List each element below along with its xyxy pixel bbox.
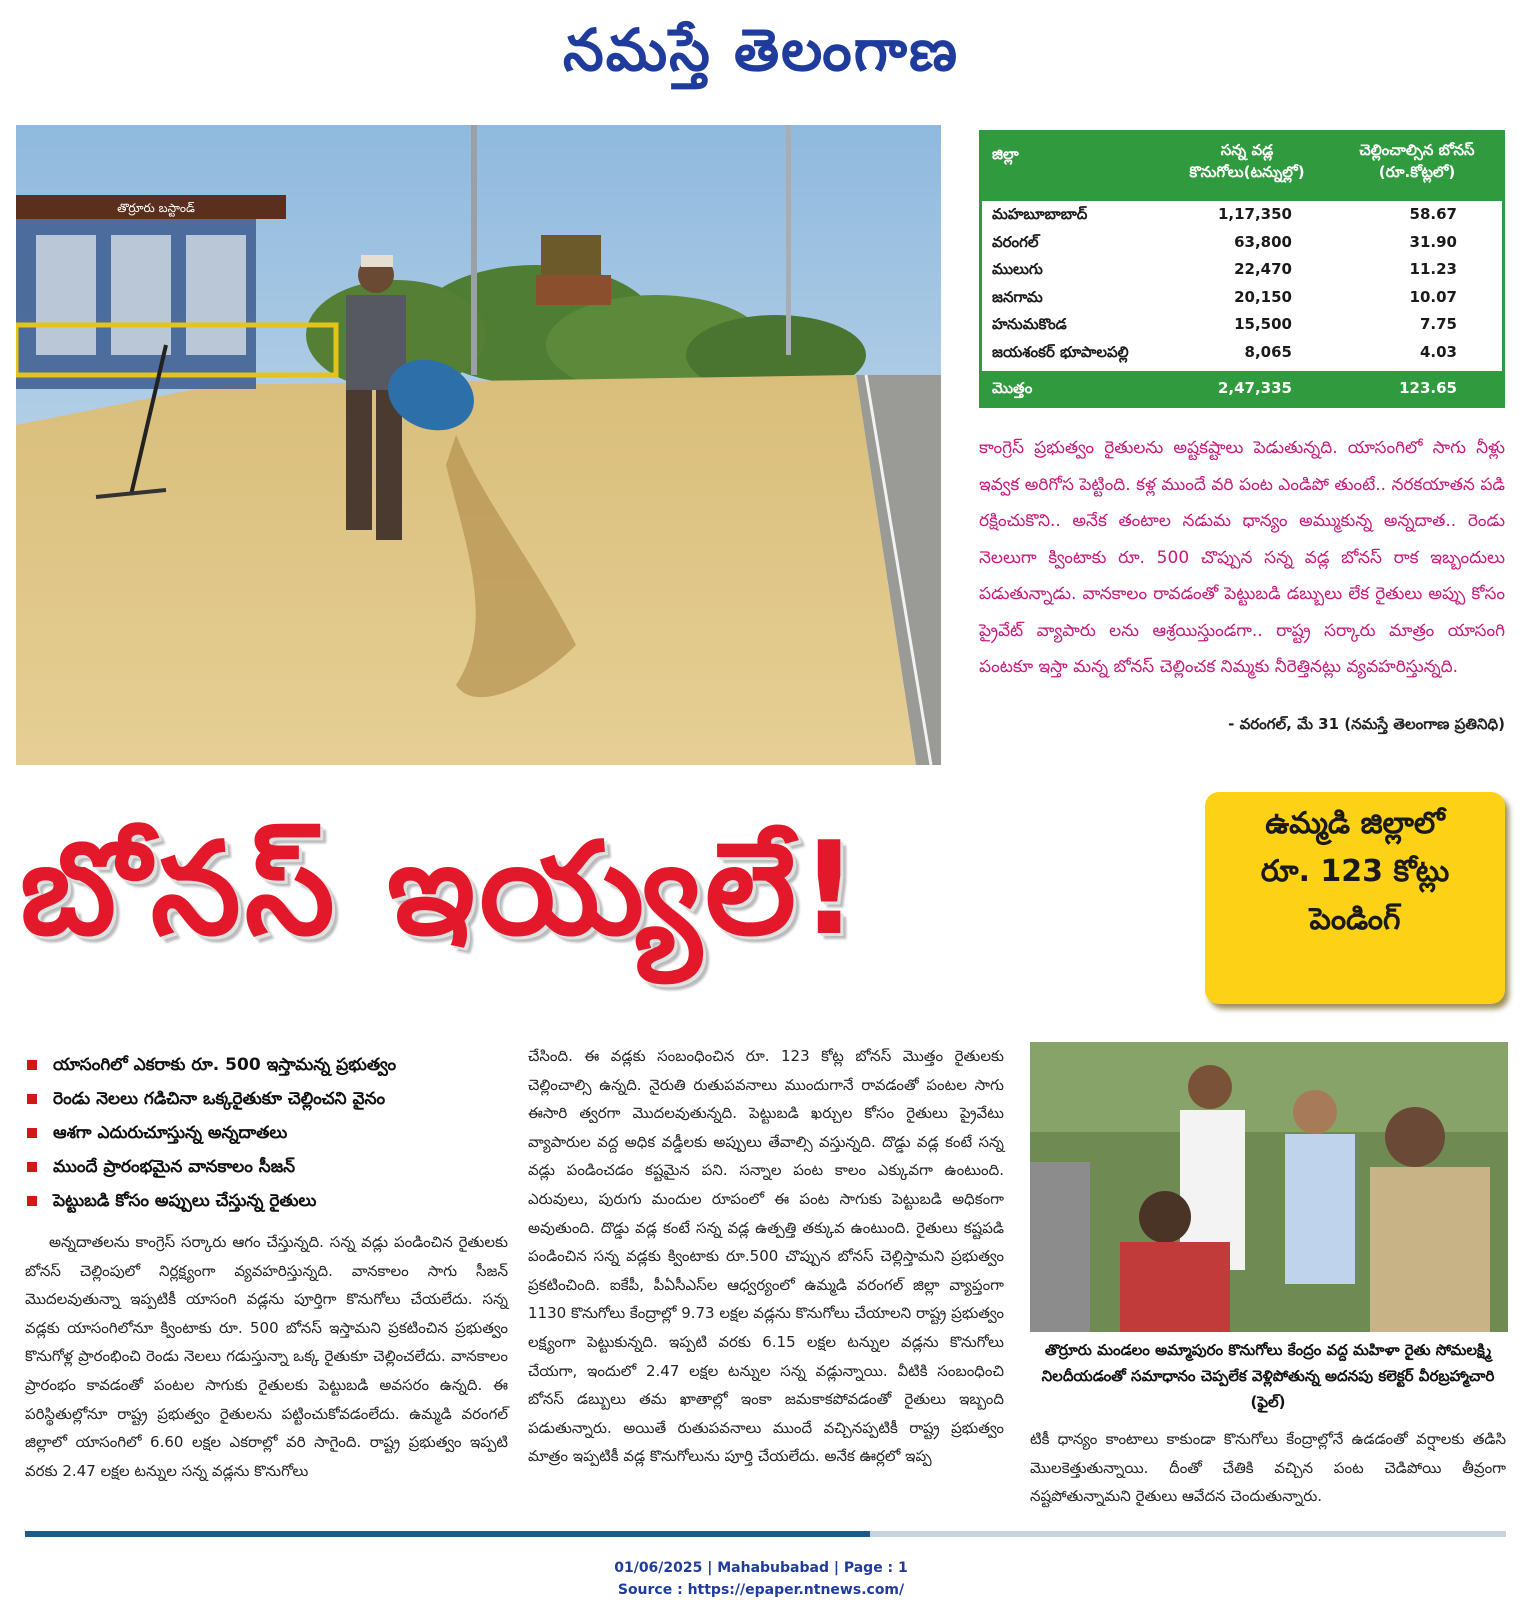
- table-cell-procurement: 1,17,350: [1217, 205, 1292, 223]
- table-cell-procurement: 15,500: [1234, 315, 1292, 333]
- callout-box: [1205, 792, 1505, 1004]
- table-total-row: [982, 371, 1502, 405]
- byline: - వరంగల్, మే 31 (నమస్తే తెలంగాణ ప్రతినిధి): [1228, 715, 1505, 733]
- bullet-text: ముందే ప్రారంభమైన వానకాలం సీజన్: [53, 1157, 296, 1177]
- table-cell-district: వరంగల్: [992, 232, 1039, 251]
- bullet-text: రెండు నెలలు గడిచినా ఒక్కరైతుకూ చెల్లించని వైనం: [53, 1089, 386, 1109]
- footer-divider-light: [870, 1531, 1506, 1537]
- bullet-list: [25, 1048, 520, 1218]
- table-cell-district: హనుమకొండ: [992, 315, 1067, 333]
- total-label: మొత్తం: [992, 379, 1033, 397]
- table-row: [982, 339, 1502, 367]
- table-cell-bonus: 7.75: [1419, 315, 1457, 333]
- bullet-text: యాసంగిలో ఎకరాకు రూ. 500 ఇస్తామన్న ప్రభుత్వం: [53, 1055, 397, 1075]
- bullet-item: [25, 1150, 520, 1184]
- callout-line-2: రూ. 123 కోట్లు: [1260, 854, 1450, 889]
- table-cell-bonus: 11.23: [1409, 260, 1457, 278]
- bullet-square-icon: [27, 1162, 37, 1172]
- total-procurement: 2,47,335: [1217, 379, 1292, 397]
- table-row: [982, 229, 1502, 257]
- lede-paragraph: కాంగ్రెస్ ప్రభుత్వం రైతులను అష్టకష్టాలు పెడుతున్నది. యాసంగిలో సాగు నీళ్లు ఇవ్వక అరిగోస పెట్టింది. కళ్ల ముందే వరి పంట ఎండిపో తుంటే.. నరకయాతన పడి రక్షించుకొని.. అనేక తంటాల నడుమ ధాన్యం అమ్ముకున్న అన్నదాత.. రెండు నెలలుగా క్వింటాకు రూ. 500 చొప్పున సన్న వడ్ల బోనస్ రాక ఇబ్బందులు పడుతున్నాడు. వానకాలం రావడంతో పెట్టుబడి డబ్బులు లేక రైతులు అప్పు కోసం ప్రైవేట్ వ్యాపారు లను ఆశ్రయిస్తుండగా.. రాష్ట్ర సర్కారు మాత్రం యాసంగి పంటకూ ఇస్తా మన్న బోనస్ చెల్లించక నిమ్మకు నీరెత్తినట్లు వ్యవహరిస్తున్నది.: [979, 438, 1505, 677]
- footer-source: Source : https://epaper.ntnews.com/: [617, 1582, 905, 1598]
- table-cell-procurement: 63,800: [1234, 232, 1292, 251]
- bullet-item: [25, 1082, 520, 1116]
- table-row: [982, 201, 1502, 229]
- table-cell-bonus: 31.90: [1409, 232, 1457, 251]
- bullet-square-icon: [27, 1128, 37, 1138]
- bullet-square-icon: [27, 1094, 37, 1104]
- masthead-title: నమస్తే తెలంగాణ: [563, 16, 959, 84]
- procurement-bonus-table: [979, 130, 1505, 408]
- table-row: [982, 256, 1502, 284]
- table-body: [982, 201, 1502, 366]
- bullet-square-icon: [27, 1060, 37, 1070]
- bullet-text: ఆశగా ఎదురుచూస్తున్న అన్నదాతలు: [53, 1123, 288, 1143]
- table-cell-procurement: 22,470: [1234, 260, 1292, 278]
- table-row: [982, 284, 1502, 312]
- footer-date-page: 01/06/2025 | Mahabubabad | Page : 1: [614, 1560, 908, 1576]
- main-photo: [16, 125, 941, 765]
- header-procurement-text: సన్న వడ్ల కొనుగోలు(టన్నుల్లో): [1189, 141, 1305, 181]
- table-cell-bonus: 58.67: [1409, 205, 1457, 223]
- table-cell-bonus: 10.07: [1409, 287, 1457, 306]
- article-column-1: అన్నదాతలను కాంగ్రెస్ సర్కారు ఆగం చేస్తున్నది. సన్న వడ్లు పండించిన రైతులకు బోనస్ చెల్లింపులో నిర్లక్ష్యంగా వ్యవహరిస్తున్నది. వానకాలం సాగు సీజన్ మొదలవుతున్నా ఇప్పటికీ యాసంగి వడ్లను పూర్తిగా కొనుగోలు చేయలేదు. సన్న వడ్లకు యాసంగిలోనూ క్వింటాకు రూ. 500 బోనస్ ఇస్తామని ప్రకటించిన ప్రభుత్వం కొనుగోళ్ల ప్రారంభించి రెండు నెలలు గడుస్తున్నా ఒక్క రైతుకూ చెల్లించలేదు. వానకాలం ప్రారంభం కావడంతో పంటల సాగుకు రైతులకు పెట్టుబడి అవసరం ఉన్నది. ఈ పరిస్థితుల్లోనూ రాష్ట్ర ప్రభుత్వం రైతులను పట్టించుకోవడంలేదు. ఉమ్మడి వరంగల్ జిల్లాలో యాసంగిలో 6.60 లక్షల ఎకరాల్లో వరి సాగైంది. రాష్ట్ర ప్రభుత్వం ఇప్పటి వరకు 2.47 లక్షల టన్నుల సన్న వడ్లను కొనుగోలు: [25, 1233, 508, 1480]
- header-bonus-text: చెల్లించాల్సిన బోనస్ (రూ.కోట్లలో): [1359, 141, 1475, 181]
- table-cell-district: జనగామ: [992, 287, 1043, 306]
- bullet-item: [25, 1184, 520, 1218]
- bullet-item: [25, 1116, 520, 1150]
- header-district: జిల్లా: [992, 145, 1019, 163]
- article-column-2: చేసింది. ఈ వడ్లకు సంబంధించిన రూ. 123 కోట్ల బోనస్ మొత్తం రైతులకు చెల్లించాల్సి ఉన్నది. నైరుతి రుతుపవనాలు ముందుగానే రావడంతో పంటల సాగు ఈసారి త్వరగా మొదలవుతున్నది. పెట్టుబడి ఖర్చుల కోసం రైతులు ప్రైవేటు వ్యాపారుల వద్ద అధిక వడ్డీలకు అప్పులు తేవాల్సి వస్తున్నది. దొడ్డు వడ్ల కంటే సన్న వడ్లు పండించడం కష్టమైన పని. సన్నాల పంట కాలం ఎక్కువగా ఉంటుంది. ఎరువులు, పురుగు మందుల రూపంలో ఈ పంట సాగుకు పెట్టుబడి అధికంగా అవుతుంది. దొడ్డు వడ్ల కంటే సన్న వడ్ల ఉత్పత్తి తక్కువ ఉంటుంది. రైతులు కష్టపడి పండించిన సన్న వడ్లకు క్వింటాకు రూ.500 చొప్పున బోనస్ చెల్లిస్తామని ప్రభుత్వం ప్రకటించింది. ఐకేపీ, పీఏసీఎస్‌ల ఆధ్వర్యంలో ఉమ్మడి వరంగల్ జిల్లా వ్యాప్తంగా 1130 కొనుగోలు కేంద్రాల్లో 9.73 లక్షల వడ్లను కొనుగోలు చేయాలని రాష్ట్ర ప్రభుత్వం లక్ష్యంగా పెట్టుకున్నది. ఇప్పటి వరకు 6.15 లక్షల టన్నుల వడ్లను కొనుగోలు చేయగా, ఇందులో 2.47 లక్షల టన్నుల సన్న వడ్లున్నాయి. వీటికి సంబంధించి బోనస్ డబ్బులు తమ ఖాతాల్లో ఇంకా జమకాకపోవడంతో రైతులు ఇబ్బంది పడుతున్నారు. అయితే రుతుపవనాలు ముందే వచ్చినప్పటికీ రాష్ట్ర ప్రభుత్వం మాత్రం ఇప్పటికీ వడ్ల కొనుగోలును పూర్తి చేయలేదు. అనేక ఊర్లలో ఇప్ప: [528, 1047, 1004, 1466]
- headline: బోనస్ ఇయ్యలే!: [20, 815, 863, 964]
- table-cell-district: మహబూబాబాద్: [992, 205, 1088, 223]
- header-bonus: [1332, 139, 1502, 183]
- bullet-square-icon: [27, 1196, 37, 1206]
- table-row: [982, 311, 1502, 339]
- footer: [0, 1557, 1522, 1601]
- callout-line-1: ఉమ్మడి జిల్లాలో: [1265, 806, 1445, 841]
- table-cell-bonus: 4.03: [1419, 342, 1457, 361]
- table-cell-procurement: 8,065: [1244, 342, 1292, 361]
- table-cell-procurement: 20,150: [1234, 287, 1292, 306]
- table-cell-district: ములుగు: [992, 260, 1043, 278]
- photo-caption: తొర్రూరు మండలం అమ్మాపురం కొనుగోలు కేంద్రం వద్ద మహిళా రైతు సోమలక్ష్మి నిలదీయడంతో సమాధానం చెప్పలేక వెళ్లిపోతున్న అదనపు కలెక్టర్ వీరబ్రహ్మాచారి (ఫైల్): [1041, 1341, 1495, 1411]
- footer-divider-dark: [25, 1531, 870, 1537]
- article-column-3: టికీ ధాన్యం కాంటాలు కాకుండా కొనుగోలు కేంద్రాల్లోనే ఉడడంతో వర్షాలకు తడిసి మొలకెత్తుతున్నాయి. దీంతో చేతికి వచ్చిన పంట చెడిపోయి తీవ్రంగా నష్టపోతున్నామని రైతులు ఆవేదన చెందుతున్నారు.: [1030, 1430, 1506, 1506]
- table-header: [982, 133, 1502, 201]
- callout-line-3: పెండింగ్: [1309, 902, 1401, 937]
- header-procurement: [1167, 139, 1327, 183]
- bus-shelter-sign: తొర్రూరు బస్టాండ్: [117, 201, 195, 215]
- table-cell-district: జయశంకర్ భూపాలపల్లి: [992, 342, 1129, 361]
- bullet-text: పెట్టుబడి కోసం అప్పులు చేస్తున్న రైతులు: [53, 1191, 317, 1211]
- side-photo: [1030, 1042, 1508, 1332]
- total-bonus: 123.65: [1399, 379, 1457, 397]
- bullet-item: [25, 1048, 520, 1082]
